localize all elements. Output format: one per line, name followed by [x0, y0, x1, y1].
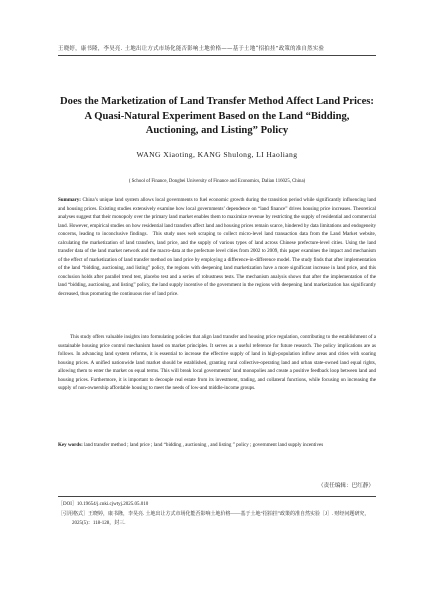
running-header: 王晓婷，康书隆，李昊亮. 土地出让方式市场化能否影响土地价格——基于土地“招拍挂”政策的准自然实验 — [58, 46, 325, 52]
reference-block — [58, 500, 376, 529]
policy-paragraph: This study offers valuable insights into formulating policies that align land transfer and housing price regulation, contributing to the establishment of a sustainable housing price control mechanism based on market principles. It serves as a useful reference for future research. The policy implications are as follows. In advancing land system reforms, it is essential to increase the effective supply of land in high-population inflow areas and cities with soaring housing prices. A unified nationwide land market should be established, granting rural collective-operating land and urban state-owned land equal rights, allowing them to enter the market on equal terms. This will break local governments’ land monopolies and create a positive feedback loop between land and housing prices. Furthermore, it is important to decouple real estate from its investment, trading, and collateral functions, while focusing on increasing the supply of non-ownership affordable housing to meet the needs of low-and middle-income groups. — [58, 334, 376, 392]
author-list: WANG Xiaoting, KANG Shulong, LI Haoliang — [136, 150, 298, 159]
paper-title: Does the Marketization of Land Transfer Method Affect Land Prices: A Quasi-Natural Experiment Based on the Land “Bidding, Auctioning, and Listing” Policy — [60, 96, 374, 136]
doi-line: ［DOI］10.19654/j.cnki.cjwtyj.2025.05.010 — [58, 502, 149, 507]
citation-format-line: ［引用格式］王晓婷，康书隆，李昊亮. 土地出让方式市场化能否影响土地价格——基于土地“招拍挂”政策的准自然实验［J］. 财经问题研究，2025(5)：118-128，封三. — [58, 511, 370, 527]
footer-divider — [58, 496, 376, 497]
keywords-paragraph — [58, 441, 376, 450]
summary-text: China’s unique land system allows local governments to fuel economic growth during the transition period while significantly influencing land and housing prices. Existing studies extensively examine how local governments’ dependence on “land finance” drives housing price increases. Theoretical analyses suggest that their monopoly over the primary land market enables them to maximize revenue by restricting the supply of residential and commercial land. However, empirical studies on how residential land transfers affect land and housing prices remain scarce, hindered by data limitations and endogeneity concerns, leading to inconclusive findings. This study uses web scraping to collect micro-level land transaction data from the Land Market website, calculating the marketization of land transfers, land price, and the supply of various types of land across Chinese prefecture-level cities. Using the land transfer data of the land market network and the macro-data at the prefecture level cities from 2002 to 2009, this paper examines the impact and mechanism of the effect of marketization of land transfer method on land price by employing a difference-in-difference model. The study finds that after implementation of the land “bidding, auctioning, and listing” policy, the regions with deepening land marketization have a more significant increase in land price, and this conclusion holds after parallel trend test, placebo test and a series of robustness tests. The mechanism analysis shows that after the implementation of the land “bidding, auctioning, and listing” policy, the land supply incentive of the government in the regions with deepening land marketization has significantly decreased, thus promoting the continuous rise of land price. — [58, 197, 376, 298]
editor-note: （责任编辑：巴红静） — [318, 483, 374, 489]
affiliation: ( School of Finance, Dongbei University of Finance and Economics, Dalian 116025, China) — [128, 179, 306, 184]
keywords-text: land transfer method ; land price ; land “bidding , auctioning , and listing ” policy ; government land supply incentives — [82, 442, 324, 448]
summary-label: Summary: — [58, 197, 81, 203]
summary-paragraph — [58, 196, 376, 299]
keywords-label: Key words: — [58, 442, 83, 448]
header-divider — [58, 55, 376, 56]
